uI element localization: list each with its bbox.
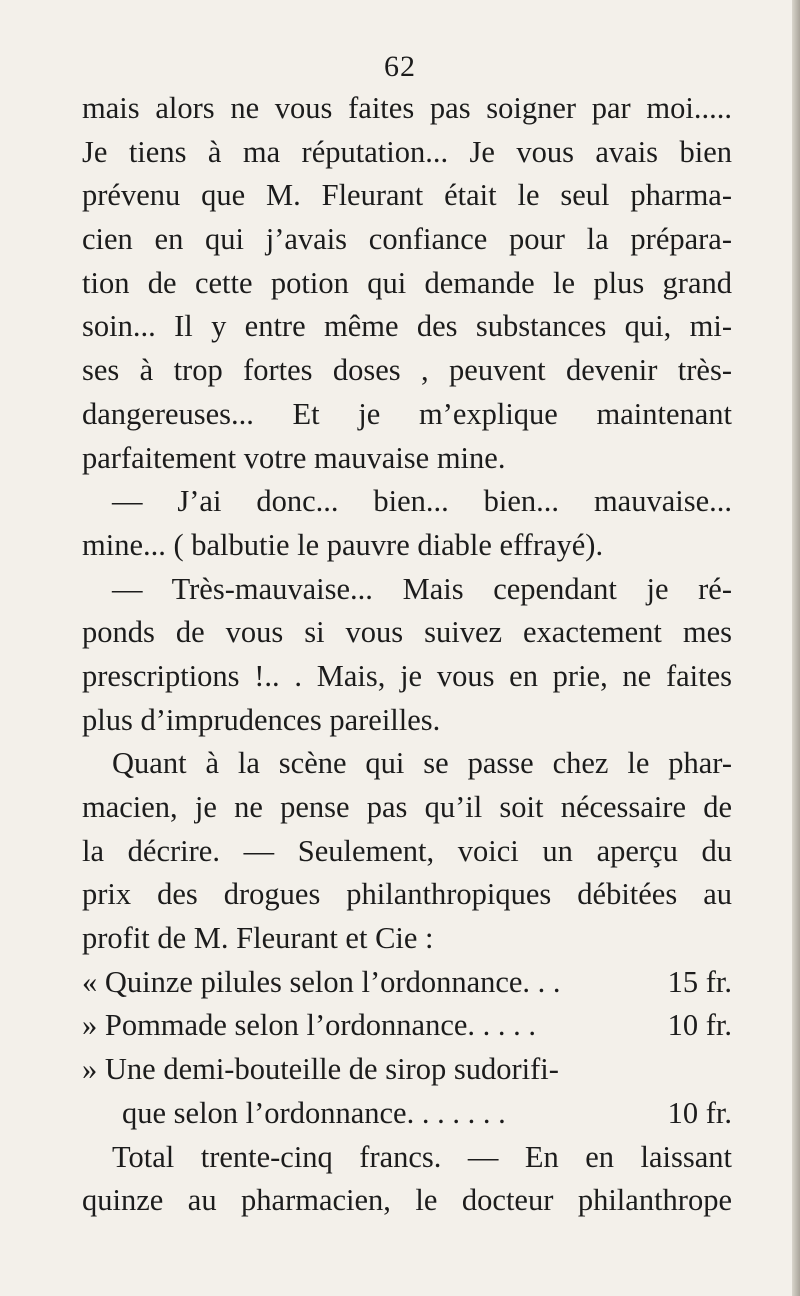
text-line: mine... ( balbutie le pauvre diable effrayé). (82, 527, 604, 562)
text-line: mais alors ne vous faites pas soigner par moi..... (82, 91, 732, 125)
bill-amount: 10 fr. (667, 1008, 732, 1043)
page-edge (792, 0, 800, 1296)
text-line: Je tiens à ma réputation... Je vous avais bien (82, 134, 732, 169)
text-line: — J’ai donc... bien... bien... mauvaise... (112, 484, 732, 519)
bill-row (82, 1004, 732, 1048)
text-line: prescriptions !.. . Mais, je vous en prie, ne faites (82, 658, 732, 693)
bill-row (82, 1048, 732, 1092)
bill-row (82, 961, 732, 1005)
text-line: soin... Il y entre même des substances qui, mi- (82, 309, 732, 344)
bill-item: « Quinze pilules selon l’ordonnance. . . (82, 964, 561, 999)
bill-item: » Une demi-bouteille de sirop sudorifi- (82, 1052, 559, 1087)
text-line: ponds de vous si vous suivez exactement mes (82, 615, 732, 650)
text-line: Total trente-cinq francs. — En en laissant (112, 1139, 732, 1174)
text-line: cien en qui j’avais confiance pour la prépara- (82, 222, 732, 257)
bill-item: » Pommade selon l’ordonnance. . . . . (82, 1008, 537, 1043)
text-line: prévenu que M. Fleurant était le seul pharma- (82, 178, 732, 213)
bill-item: que selon l’ordonnance. . . . . . . (122, 1095, 506, 1130)
text-line: dangereuses... Et je m’explique maintenant (82, 396, 732, 431)
text-line: plus d’imprudences pareilles. (82, 702, 441, 737)
text-line: prix des drogues philanthropiques débitées au (82, 877, 732, 912)
bill-amount: 15 fr. (667, 964, 732, 999)
text-line: tion de cette potion qui demande le plus grand (82, 265, 732, 300)
text-line: macien, je ne pense pas qu’il soit nécessaire de (82, 790, 732, 824)
text-line: ses à trop fortes doses , peuvent devenir très- (82, 353, 732, 388)
text-line: Quant à la scène qui se passe chez le phar- (112, 746, 732, 781)
text-line: la décrire. — Seulement, voici un aperçu du (82, 833, 732, 868)
page-number: 62 (384, 50, 416, 83)
body-text (82, 87, 732, 1223)
bill-row (82, 1092, 732, 1136)
text-line: — Très-mauvaise... Mais cependant je ré- (112, 571, 732, 606)
bill-amount: 10 fr. (667, 1095, 732, 1130)
text-line: parfaitement votre mauvaise mine. (82, 440, 506, 475)
text-line: quinze au pharmacien, le docteur philanthrope (82, 1183, 732, 1218)
text-line: profit de M. Fleurant et Cie : (82, 921, 434, 956)
